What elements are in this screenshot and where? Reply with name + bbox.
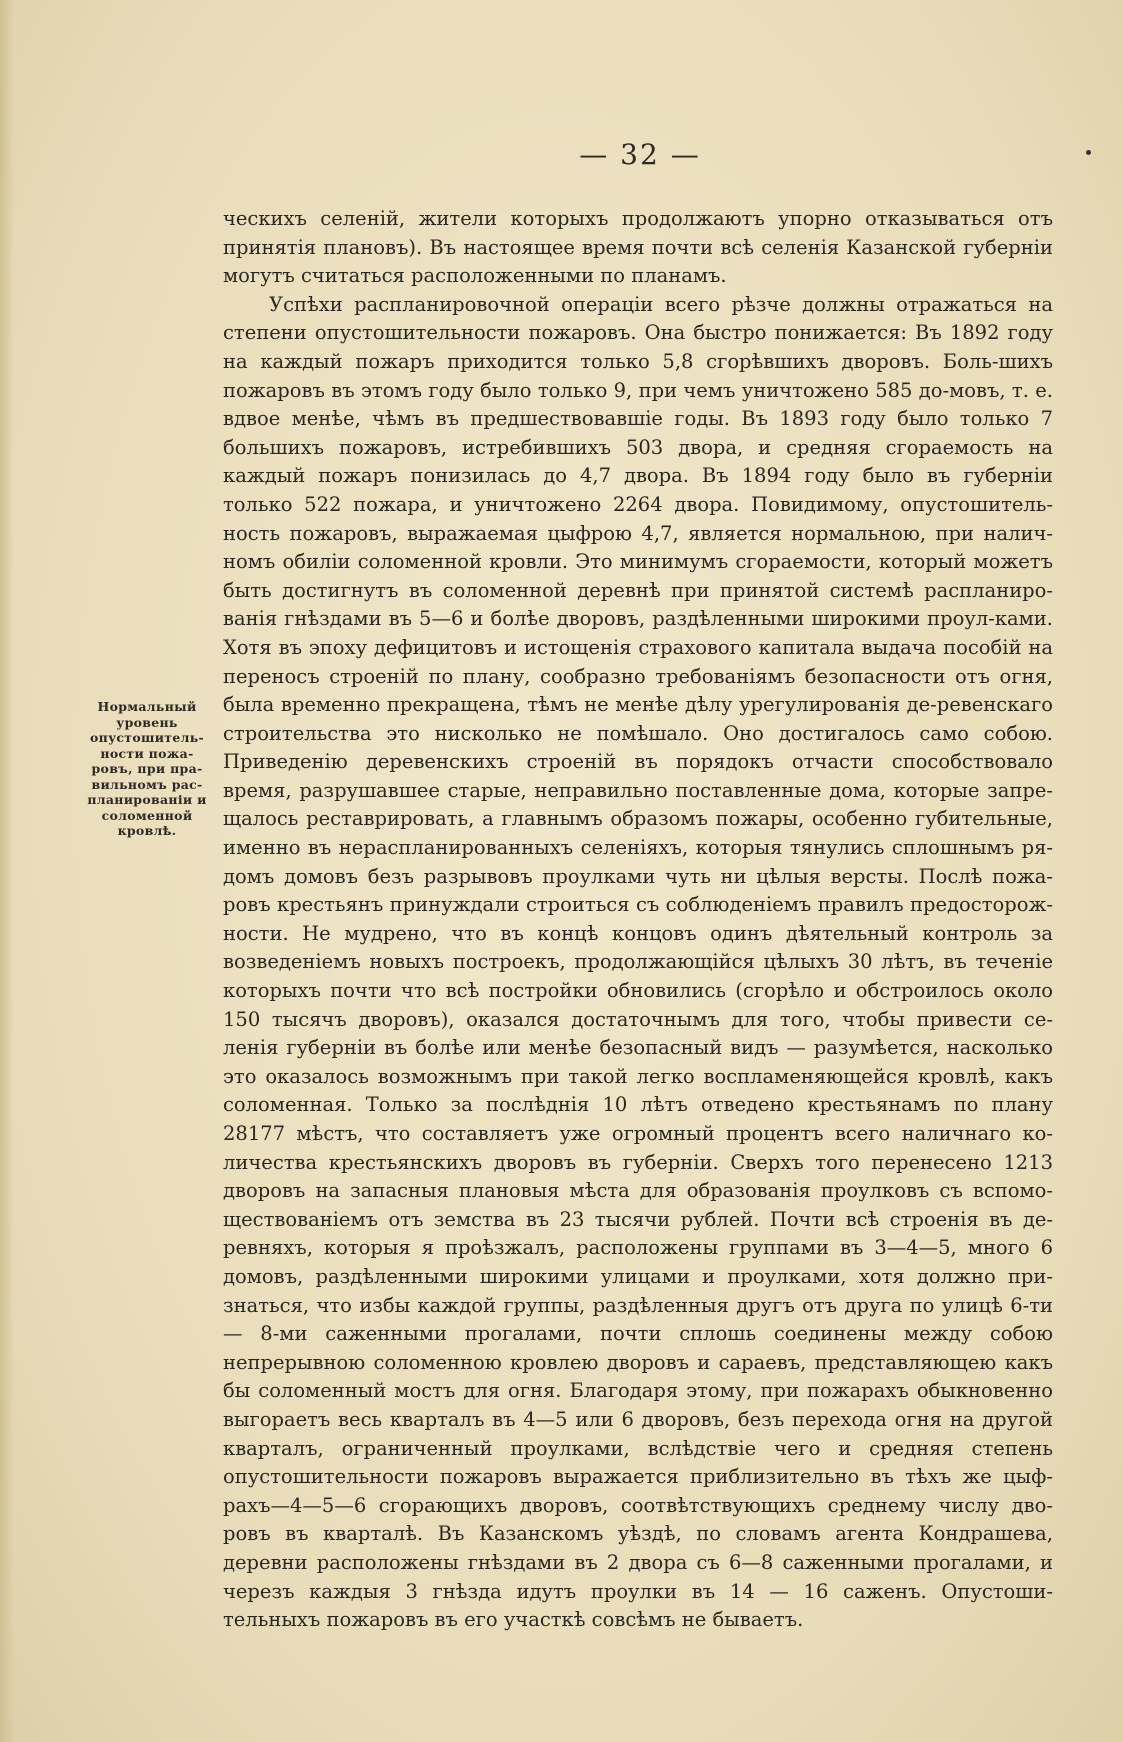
- margin-note: Нормальный уровень опустошитель-ности пожа-ровъ, при пра-вильномъ рас-планированіи и соломенной кровлѣ.: [87, 699, 207, 838]
- paragraph-continuation: ческихъ селеній, жители которыхъ продолжаютъ упорно отказываться отъ принятія плановъ). Въ настоящее время почти всѣ селенія Казанской губерніи могутъ считаться расположенными по планамъ.: [223, 207, 1053, 288]
- page-number: — 32 —: [579, 138, 701, 171]
- body-text: [223, 205, 1053, 1635]
- paragraph: Успѣхи распланировочной операціи всего рѣзче должны отражаться на степени опустошительности пожаровъ. Она быстро понижается: Въ 1892 году на каждый пожаръ приходится только 5,8 сгорѣвшихъ дворовъ. Боль-шихъ пожаровъ въ этомъ году было только 9, при чемъ уничтожено 585 до-мовъ, т. е. вдвое менѣе, чѣмъ въ предшествовавшіе годы. Въ 1893 году было только 7 большихъ пожаровъ, истребившихъ 503 двора, и средняя сгораемость на каждый пожаръ понизилась до 4,7 двора. Въ 1894 году было въ губерніи только 522 пожара, и уничтожено 2264 двора. Повидимому, опустошитель-ность пожаровъ, выражаемая цыфрою 4,7, является нормальною, при налич-номъ обиліи соломенной кровли. Это минимумъ сгораемости, который можетъ быть достигнутъ въ соломенной деревнѣ при принятой системѣ распланиро-ванія гнѣздами въ 5—6 и болѣе дворовъ, раздѣленными широкими проул-ками. Хотя въ эпоху дефицитовъ и истощенія страхового капитала выдача пособій на переносъ строеній по плану, сообразно требованіямъ безопасности отъ огня, была временно прекращена, тѣмъ не менѣе дѣлу урегулированія де-ревенскаго строительства это нисколько не помѣшало. Оно достигалось само собою. Приведенію деревенскихъ строеній въ порядокъ отчасти способствовало время, разрушавшее старые, неправильно поставленные дома, которые запре-щалось реставрировать, а главнымъ образомъ пожары, особенно губительные, именно въ нераспланированныхъ селеніяхъ, которыя тянулись сплошнымъ ря-домъ домовъ безъ разрывовъ проулками чуть ни цѣлыя версты. Послѣ пожа-ровъ крестьянъ принуждали строиться съ соблюденіемъ правилъ предосторож-ности. Не мудрено, что въ концѣ концовъ одинъ дѣятельный контроль за возведеніемъ новыхъ построекъ, продолжающійся цѣлыхъ 30 лѣтъ, въ теченіе которыхъ почти что всѣ постройки обновились (сгорѣло и обстроилось около 150 тысячъ дворовъ), оказался достаточнымъ для того, чтобы привести се-ленія губерніи въ болѣе или менѣе безопасный видъ — разумѣется, насколько это оказалось возможнымъ при такой легко воспламеняющейся кровлѣ, какъ соломенная. Только за послѣднія 10 лѣтъ отведено крестьянамъ по плану 28177 мѣстъ, что составляетъ уже огромный процентъ всего наличнаго ко-личества крестьянскихъ дворовъ въ губерніи. Сверхъ того перенесено 1213 дворовъ на запасныя плановыя мѣста для образованія проулковъ съ вспомо-ществованіемъ отъ земства въ 23 тысячи рублей. Почти всѣ строенія въ де-ревняхъ, которыя я проѣзжалъ, расположены группами въ 3—4—5, много 6 домовъ, раздѣленными широкими улицами и проулками, хотя должно при-знаться, что избы каждой группы, раздѣленныя другъ отъ друга по улицѣ 6-ти — 8-ми саженными прогалами, почти сплошь соединены между собою непрерывною соломенною кровлею дворовъ и сараевъ, представляющею какъ бы соломенный мостъ для огня. Благодаря этому, при пожарахъ обыкновенно выгораетъ весь кварталъ въ 4—5 или 6 дворовъ, безъ перехода огня на другой кварталъ, ограниченный проулками, вслѣдствіе чего и средняя степень опустошительности пожаровъ выражается приблизительно въ тѣхъ же цыф-рахъ—4—5—6 сгорающихъ дворовъ, соотвѣтствующихъ среднему числу дво-ровъ въ кварталѣ. Въ Казанскомъ уѣздѣ, по словамъ агента Кондрашева, деревни расположены гнѣздами въ 2 двора съ 6—8 саженными прогалами, и черезъ каждыя 3 гнѣзда идутъ проулки въ 14 — 16 саженъ. Опустоши-тельныхъ пожаровъ въ его участкѣ совсѣмъ не бываетъ.: [223, 292, 1053, 1632]
- page-edge-shadow: [0, 0, 14, 1742]
- ink-dot: [1086, 150, 1091, 155]
